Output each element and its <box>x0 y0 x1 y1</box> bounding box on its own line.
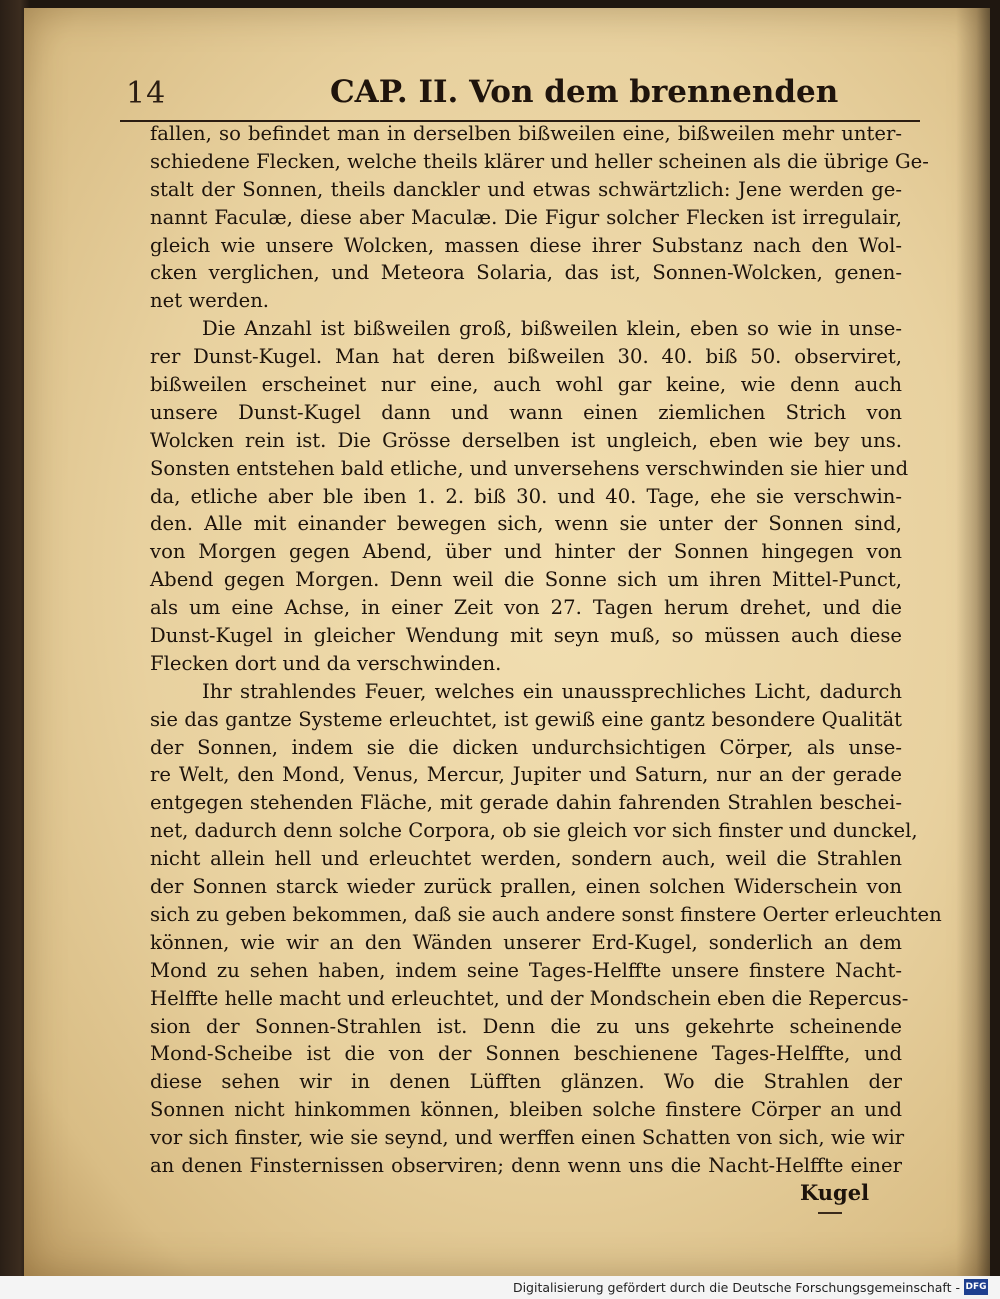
text-line: der Sonnen starck wieder zurück prallen, einen solchen Widerschein von <box>150 875 902 899</box>
text-line: nicht allein hell und erleuchtet werden, sondern auch, weil die Strahlen <box>150 847 902 871</box>
funding-credit: Digitalisierung gefördert durch die Deutsche Forschungsgemeinschaft - <box>512 1280 960 1295</box>
body-text <box>150 120 942 1180</box>
text-line: entgegen stehenden Fläche, mit gerade dahin fahrenden Strahlen beschei- <box>150 791 902 815</box>
text-line: re Welt, den Mond, Venus, Mercur, Jupiter und Saturn, nur an der gerade <box>150 763 902 787</box>
text-line: da, etliche aber ble iben 1. 2. biß 30. und 40. Tage, ehe sie verschwin- <box>150 484 902 508</box>
text-line: gleich wie unsere Wolcken, massen diese ihrer Substanz nach den Wol- <box>150 233 902 257</box>
text-line: Ihr strahlendes Feuer, welches ein unaussprechliches Licht, dadurch <box>202 679 902 703</box>
signature-mark <box>818 1212 842 1214</box>
text-line: können, wie wir an den Wänden unserer Erd-Kugel, sonderlich an dem <box>150 930 902 954</box>
text-line: Sonsten entstehen bald etliche, und unversehens verschwinden sie hier und <box>150 456 909 480</box>
text-line: unsere Dunst-Kugel dann und wann einen ziemlichen Strich von <box>150 400 902 424</box>
text-line: Helffte helle macht und erleuchtet, und der Mondschein eben die Repercus- <box>150 986 909 1010</box>
text-line: Die Anzahl ist bißweilen groß, bißweilen klein, eben so wie in unse- <box>202 317 902 341</box>
text-line: cken verglichen, und Meteora Solaria, das ist, Sonnen-Wolcken, genen- <box>150 261 902 285</box>
text-line: net, dadurch denn solche Corpora, ob sie gleich vor sich finster und dunckel, <box>150 819 918 843</box>
text-line: Abend gegen Morgen. Denn weil die Sonne sich um ihren Mittel-Punct, <box>150 568 902 592</box>
text-line: Mond-Scheibe ist die von der Sonnen beschienene Tages-Helffte, und <box>150 1042 902 1066</box>
text-line: stalt der Sonnen, theils danckler und etwas schwärtzlich: Jene werden ge- <box>150 177 902 201</box>
text-line: nannt Faculæ, diese aber Maculæ. Die Figur solcher Flecken ist irregulair, <box>150 205 902 229</box>
page-gutter-shadow <box>956 8 990 1276</box>
text-line: der Sonnen, indem sie die dicken undurchsichtigen Cörper, als unse- <box>150 735 902 759</box>
text-line: den. Alle mit einander bewegen sich, wenn sie unter der Sonnen sind, <box>150 512 902 536</box>
text-line: diese sehen wir in denen Lüfften glänzen. Wo die Strahlen der <box>150 1070 902 1094</box>
text-line: Flecken dort und da verschwinden. <box>150 651 502 675</box>
text-line: schiedene Flecken, welche theils klärer und heller scheinen als die übrige Ge- <box>150 149 929 173</box>
page-number: 14 <box>126 76 167 111</box>
text-line: sie das gantze Systeme erleuchtet, ist gewiß eine gantz besondere Qualität <box>150 707 902 731</box>
text-line: von Morgen gegen Abend, über und hinter der Sonnen hingegen von <box>150 540 902 564</box>
text-line: als um eine Achse, in einer Zeit von 27. Tagen herum drehet, und die <box>150 596 902 620</box>
text-line: sion der Sonnen-Strahlen ist. Denn die zu uns gekehrte scheinende <box>150 1014 902 1038</box>
footer-bar <box>0 1276 1000 1299</box>
page-header <box>120 70 920 122</box>
text-line: bißweilen erscheinet nur eine, auch wohl gar keine, wie denn auch <box>150 373 902 397</box>
text-line: net werden. <box>150 289 270 313</box>
dfg-logo: DFG <box>964 1279 988 1295</box>
catchword: Kugel <box>800 1180 870 1205</box>
text-line: Wolcken rein ist. Die Grösse derselben ist ungleich, eben wie bey uns. <box>150 428 902 452</box>
text-line: vor sich finster, wie sie seynd, und werffen einen Schatten von sich, wie wir <box>150 1126 905 1150</box>
text-line: sich zu geben bekommen, daß sie auch andere sonst finstere Oerter erleuchten <box>150 902 942 926</box>
text-line: Mond zu sehen haben, indem seine Tages-Helffte unsere finstere Nacht- <box>150 958 902 982</box>
text-line: fallen, so befindet man in derselben bißweilen eine, bißweilen mehr unter- <box>150 122 902 145</box>
text-line: an denen Finsternissen observiren; denn wenn uns die Nacht-Helffte einer <box>150 1153 902 1177</box>
text-line: Dunst-Kugel in gleicher Wendung mit seyn muß, so müssen auch diese <box>150 624 902 648</box>
running-head: CAP. II. Von dem brennenden <box>330 74 839 110</box>
text-line: Sonnen nicht hinkommen können, bleiben solche finstere Cörper an und <box>150 1098 902 1122</box>
text-line: rer Dunst-Kugel. Man hat deren bißweilen 30. 40. biß 50. observiret, <box>150 345 902 369</box>
